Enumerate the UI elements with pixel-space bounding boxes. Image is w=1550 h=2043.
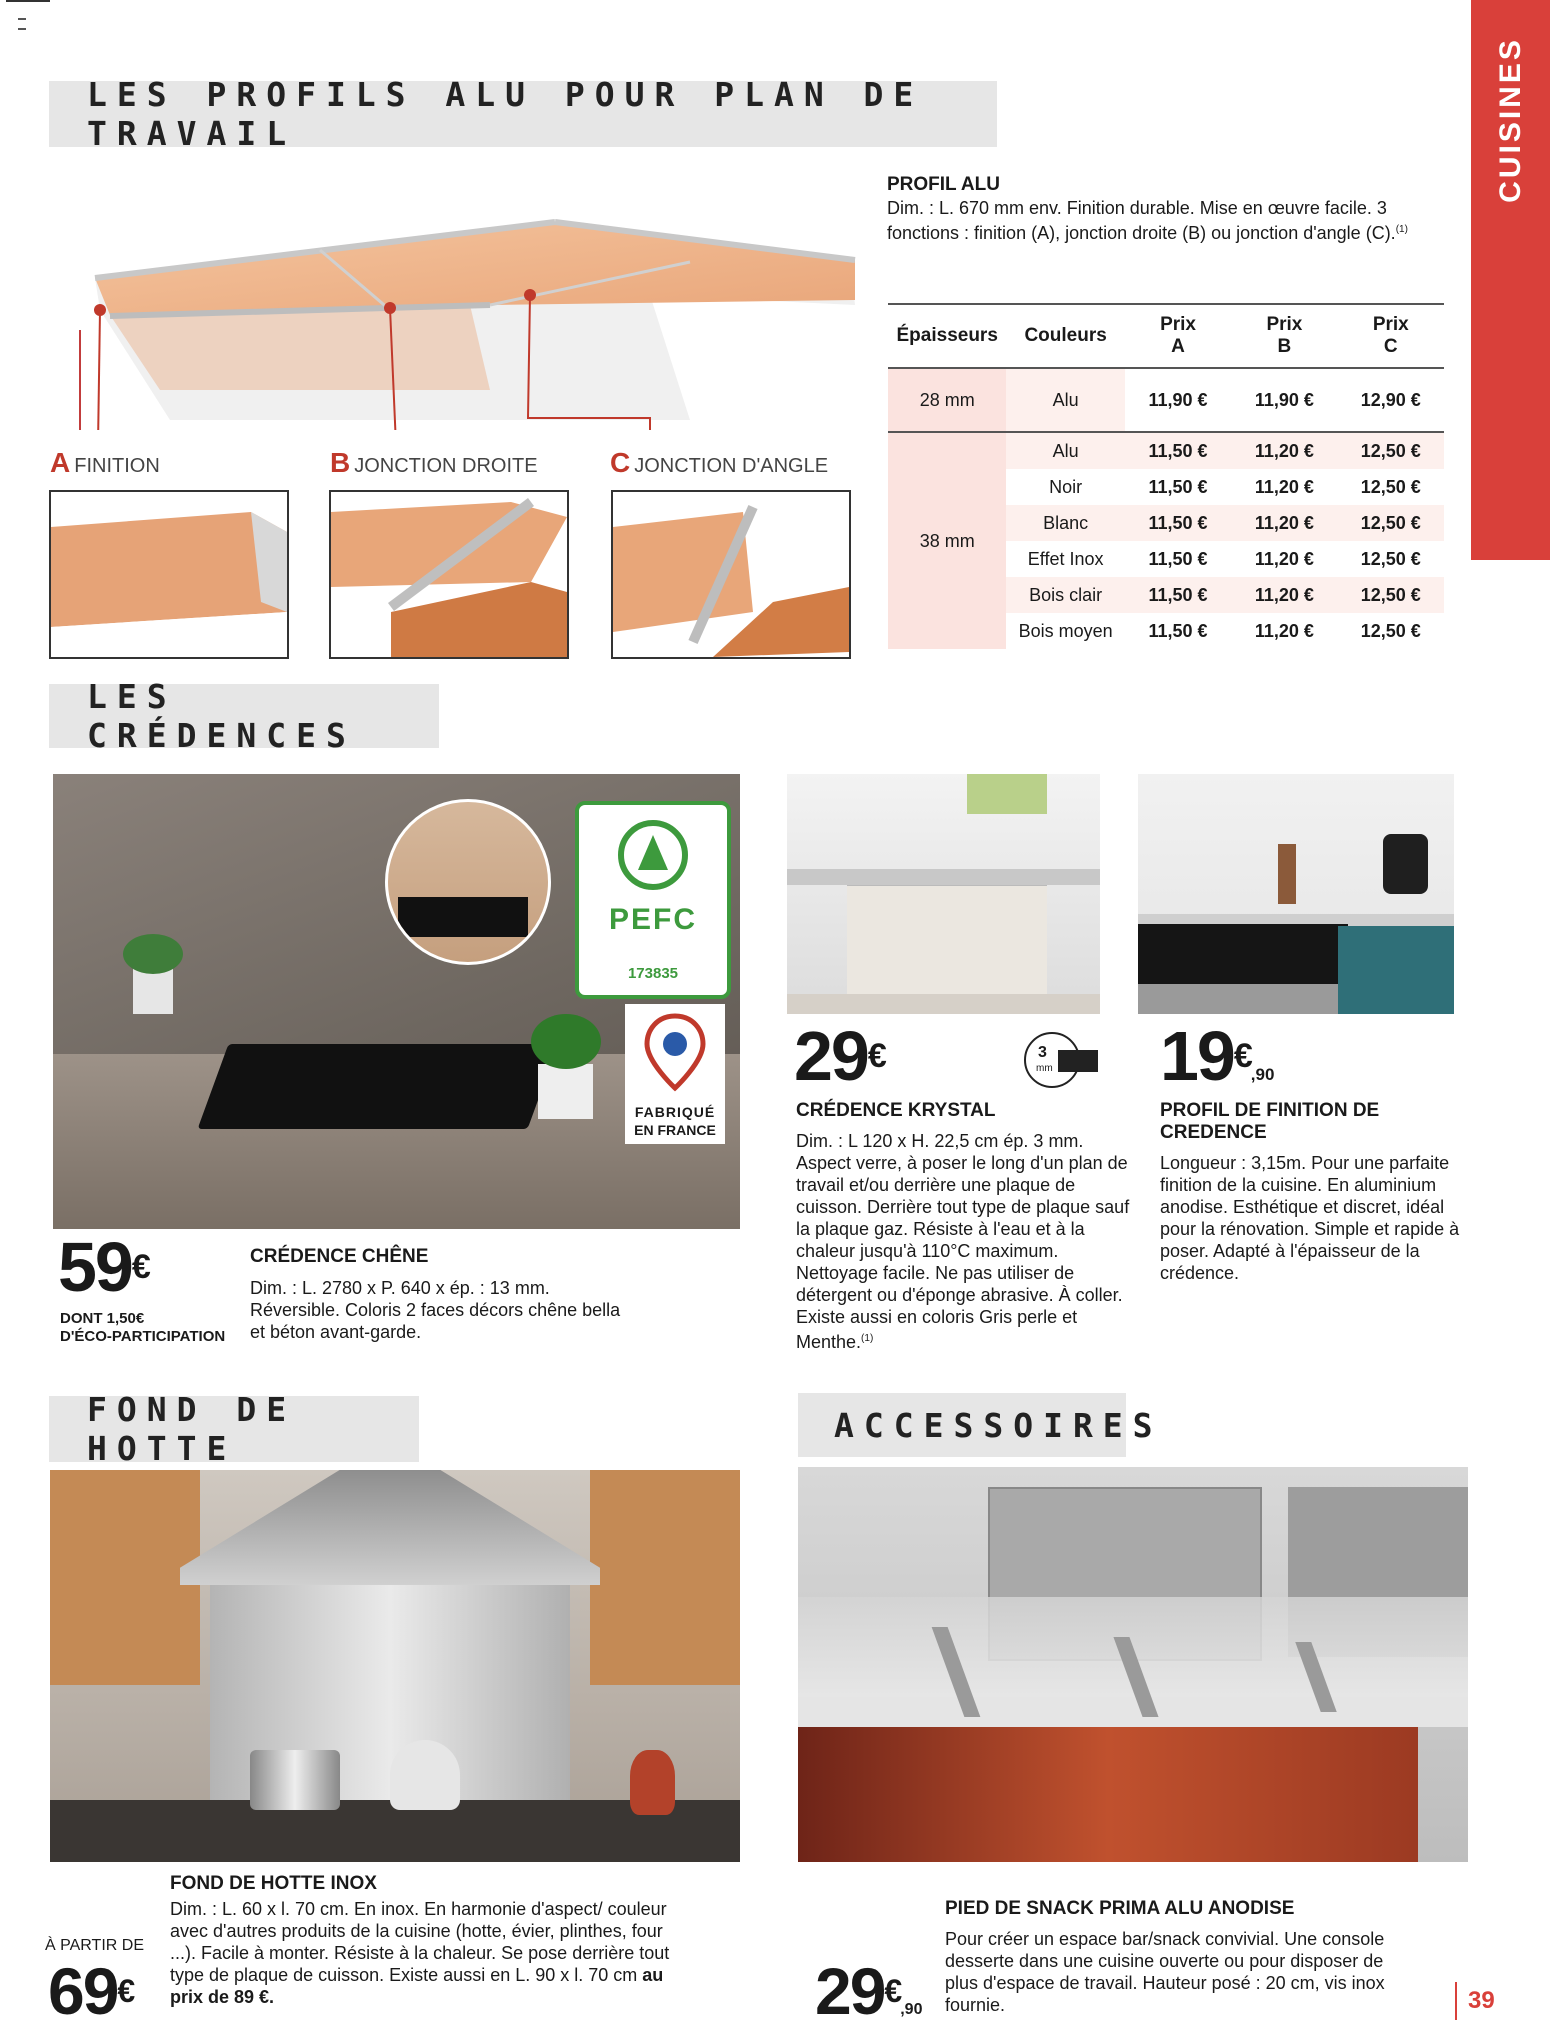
floor [787, 994, 1100, 1014]
finition-detail-image [49, 490, 289, 659]
fond-hotte-desc [170, 1898, 690, 2008]
cell-color: Alu [1006, 432, 1124, 469]
label-letter: A [50, 447, 71, 478]
credence-krystal-title: CRÉDENCE KRYSTAL [796, 1100, 996, 1121]
window [967, 774, 1047, 814]
page-top-rule [6, 0, 50, 2]
cell-price-a: 11,90 € [1148, 389, 1208, 410]
col-prix-a-label: Prix A [1160, 314, 1196, 357]
cell-price-a: 11,50 € [1125, 505, 1231, 541]
credence-chene-title: CRÉDENCE CHÊNE [250, 1246, 429, 1267]
page-number-divider [1455, 1982, 1457, 2020]
map-pin-icon [643, 1012, 707, 1092]
cell-price-a: 11,50 € [1148, 620, 1208, 641]
pefc-logo-icon [613, 820, 693, 890]
eco-line-1: DONT 1,50€ [60, 1310, 145, 1327]
label-b [330, 447, 538, 479]
fond-hotte-price [48, 1954, 134, 2028]
grinder [1278, 844, 1296, 904]
profil-alu-price-table [888, 303, 1444, 649]
oven-strip [1138, 984, 1338, 1014]
cell-color: Bois moyen [1018, 620, 1113, 641]
fond-hotte-title: FOND DE HOTTE INOX [170, 1873, 377, 1894]
credence-krystal-image [787, 774, 1100, 1014]
countertop-illustration [50, 190, 880, 430]
pied-snack-title: PIED DE SNACK PRIMA ALU ANODISE [945, 1898, 1295, 1919]
pefc-badge [575, 801, 731, 999]
page-corner-mark [18, 18, 26, 30]
en-france-label: EN FRANCE [634, 1122, 716, 1138]
price-value: 29 [815, 1954, 885, 2028]
price-currency: € [131, 1248, 149, 1286]
cell-price-c: 12,90 € [1360, 389, 1421, 410]
cell-price-b: 11,20 € [1231, 577, 1337, 613]
credence-krystal-desc-text: Dim. : L 120 x H. 22,5 cm ép. 3 mm. Aspect verre, à poser le long d'un plan de travail et/ou derrière une plaque de cuisson. Derrière tout type de plaque sauf la plaque gaz. Résiste à l'eau et à la chaleur jusqu'à 110°C maximum. Nettoyage facile. Ne pas utiliser de détergent ou d'éponge abrasive. À coller. Existe aussi en coloris Gris perle et Menthe. [796, 1131, 1130, 1352]
section-header-accessoires [798, 1393, 1163, 1457]
jonction-droite-detail-image [329, 490, 569, 659]
price-value: 59 [58, 1228, 132, 1306]
section-title: LES PROFILS ALU POUR PLAN DE TRAVAIL [87, 75, 924, 153]
col-prix-a [1125, 304, 1231, 368]
cabinets [847, 885, 1047, 996]
cell-price-c: 12,50 € [1338, 432, 1444, 469]
section-title: LES CRÉDENCES [87, 677, 356, 755]
footnote-mark: (1) [1395, 224, 1408, 235]
section-title: ACCESSOIRES [834, 1405, 1163, 1445]
pefc-code: 173835 [627, 965, 679, 982]
rooster [630, 1750, 675, 1815]
col-prix-c [1338, 304, 1444, 368]
thickness-unit: mm [1036, 1063, 1053, 1074]
table-row [888, 368, 1444, 432]
label-text: FINITION [74, 455, 160, 477]
cell-color: Alu [1006, 368, 1124, 432]
label-a [50, 447, 160, 479]
eco-line-2: D'ÉCO-PARTICIPATION [60, 1328, 226, 1345]
section-header-profils [49, 75, 997, 153]
white-counter [798, 1697, 1468, 1727]
jonction-angle-detail-image [611, 490, 851, 659]
table-row [888, 432, 1444, 469]
col-epaisseurs: Épaisseurs [888, 304, 1006, 368]
cell-price-a: 11,50 € [1125, 577, 1231, 613]
fond-hotte-desc-bold: au prix de 89 €. [170, 1965, 664, 2007]
label-c [610, 447, 828, 479]
profil-alu-desc-text: Dim. : L. 670 mm env. Finition durable. Mise en œuvre facile. 3 fonctions : finition (A), jonction droite (B) ou jonction d'angle (C). [887, 198, 1396, 243]
induction-hob [198, 1044, 559, 1129]
herb-pot [538, 1064, 593, 1119]
price-value: 29 [794, 1017, 868, 1095]
cell-color: Blanc [1006, 505, 1124, 541]
red-counter [798, 1717, 1418, 1862]
price-currency: € [117, 1973, 134, 2009]
cell-price-a: 11,50 € [1148, 476, 1208, 497]
side-tab-label: CUISINES [1493, 37, 1527, 203]
left-cabinet [50, 1470, 200, 1685]
herb-leaves [531, 1014, 601, 1069]
footnote-mark: (1) [861, 1333, 874, 1344]
credence-krystal-desc [796, 1130, 1136, 1353]
teal-cabinet [1338, 926, 1454, 1014]
cell-price-c: 12,50 € [1360, 548, 1421, 569]
fabrique-label: FABRIQUÉ [634, 1104, 716, 1120]
zoom-hob [398, 897, 528, 937]
fabrique-en-france-badge [625, 1004, 725, 1144]
price-value: 19 [1160, 1017, 1234, 1095]
label-letter: B [330, 447, 351, 478]
thickness-badge [1022, 1030, 1102, 1090]
kettle [1383, 834, 1428, 894]
pefc-label: PEFC [608, 903, 697, 936]
cell-color: Bois clair [1006, 577, 1124, 613]
price-currency: € [1233, 1037, 1251, 1075]
right-cabinet [590, 1470, 740, 1685]
credence-krystal-price [794, 1017, 885, 1095]
col-couleurs: Couleurs [1006, 304, 1124, 368]
eco-participation [60, 1310, 225, 1346]
label-text: JONCTION D'ANGLE [634, 455, 829, 477]
profil-finition-price [1160, 1017, 1275, 1111]
price-currency: € [884, 1973, 901, 2009]
fond-hotte-image [50, 1470, 740, 1862]
profil-alu-desc [887, 197, 1447, 244]
cell-price-c: 12,50 € [1360, 476, 1421, 497]
section-header-credences [49, 677, 439, 755]
section-header-hotte [49, 1390, 419, 1468]
side-tab-cuisines [1471, 0, 1550, 560]
profil-finition-image [1138, 774, 1454, 1014]
zoom-circle [385, 799, 551, 965]
price-cents: ,90 [1250, 1065, 1275, 1084]
price-currency: € [867, 1037, 885, 1075]
pied-snack-image [798, 1467, 1468, 1862]
credence-chene-price [58, 1228, 149, 1306]
pied-snack-price [815, 1954, 923, 2043]
cell-color: Noir [1049, 476, 1083, 497]
counter [787, 869, 1100, 885]
credence-chene-image [53, 774, 740, 1229]
cell-price-c: 12,50 € [1360, 620, 1421, 641]
kettle [390, 1740, 460, 1810]
pot [250, 1750, 340, 1810]
price-cents: ,90 [900, 2001, 923, 2018]
hob [1138, 924, 1348, 984]
fond-hotte-desc-text: Dim. : L. 60 x l. 70 cm. En inox. En harmonie d'aspect/ couleur avec d'autres produits de la cuisine (hotte, évier, plinthes, four ...). Facile à monter. Résiste à la chaleur. Se pose derrière tout type de plaque de cuisson. Existe aussi en L. 90 x l. 70 cm [170, 1899, 670, 1985]
cell-price-c: 12,50 € [1338, 577, 1444, 613]
cell-price-b: 11,20 € [1254, 476, 1314, 497]
fond-hotte-from: À PARTIR DE [45, 1937, 144, 1954]
cell-price-a: 11,50 € [1125, 432, 1231, 469]
cell-price-b: 11,20 € [1254, 620, 1314, 641]
cell-price-b: 11,20 € [1231, 505, 1337, 541]
table-header-row [888, 304, 1444, 368]
col-prix-c-label: Prix C [1372, 314, 1409, 357]
cell-thickness: 38 mm [888, 432, 1006, 649]
cell-price-a: 11,50 € [1148, 548, 1208, 569]
profil-finition-desc: Longueur : 3,15m. Pour une parfaite finition de la cuisine. En aluminium anodise. Esthétique et discret, idéal pour la rénovation. Simple et rapide à poser. Adapté à l'épaisseur de la crédence. [1160, 1153, 1460, 1283]
cell-price-c: 12,50 € [1338, 505, 1444, 541]
cell-price-b: 11,90 € [1254, 389, 1314, 410]
cell-price-b: 11,20 € [1254, 548, 1314, 569]
cell-thickness: 28 mm [888, 368, 1006, 432]
hood [180, 1470, 600, 1585]
cell-price-b: 11,20 € [1231, 432, 1337, 469]
price-value: 69 [48, 1954, 118, 2028]
col-prix-b-label: Prix B [1266, 314, 1303, 357]
thickness-value: 3 [1038, 1044, 1047, 1061]
page-number: 39 [1468, 1987, 1495, 2014]
profil-finition-title: PROFIL DE FINITION DE CREDENCE [1160, 1100, 1380, 1143]
cell-color: Effet Inox [1027, 548, 1104, 569]
col-prix-b [1231, 304, 1337, 368]
label-letter: C [610, 447, 631, 478]
section-title: FOND DE HOTTE [87, 1390, 297, 1468]
credence-chene-desc: Dim. : L. 2780 x P. 640 x ép. : 13 mm. Réversible. Coloris 2 faces décors chêne bella et béton avant-garde. [250, 1278, 621, 1342]
profil-alu-title: PROFIL ALU [887, 174, 1000, 195]
label-text: JONCTION DROITE [354, 455, 538, 477]
plant-leaves [123, 934, 183, 974]
pied-snack-desc: Pour créer un espace bar/snack convivial. Une console desserte dans une cuisine ouverte ou pour disposer de plus d'espace de travail. Hauteur posé : 20 cm, vis inox fournie. [945, 1929, 1385, 2015]
